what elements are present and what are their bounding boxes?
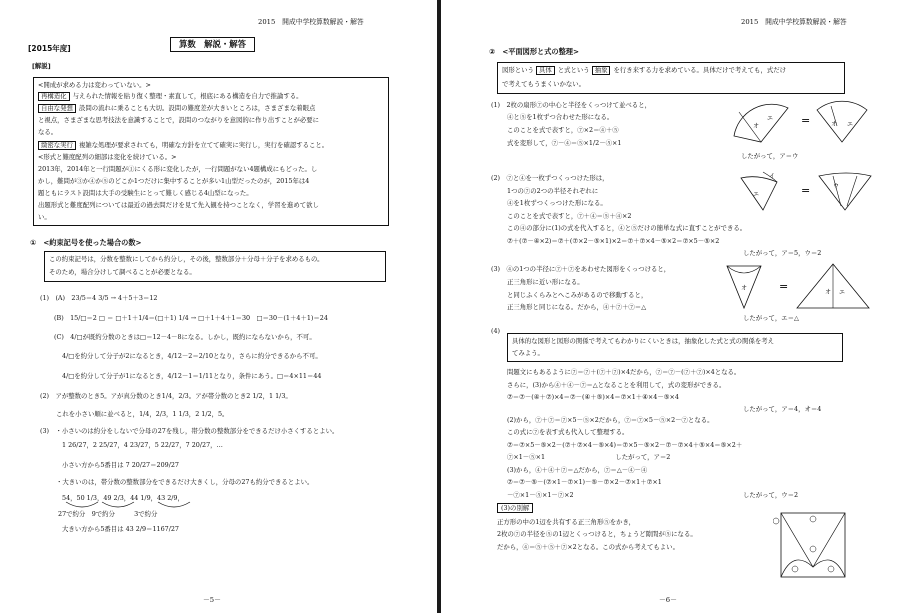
q1-solution-line: 小さい方から5番目は 7 20/27＝209/27 xyxy=(62,461,179,469)
q1-solution-line: 4/□を約分して分子が2になるとき，4/12－2＝2/10となり，さらに約分できるから不可。 xyxy=(62,352,322,360)
label-o: オ xyxy=(753,123,760,130)
alt-solution-label: (3)の別解 xyxy=(497,503,533,513)
q2-box-line: 図形という 具体 と式という 抽象 を行き来する力を求めている。具体だけで考えても，式だけ xyxy=(502,66,787,74)
q2-line: (4) xyxy=(491,327,501,335)
intro-line: <形式と難度配列の細部は変化を続けている。> xyxy=(38,153,177,161)
label-e: エ xyxy=(839,289,846,296)
equals-sign: = xyxy=(801,184,811,197)
page-number: －5－ xyxy=(203,596,221,604)
q1-box-line: そのため，場合分けして調べることが必要となる。 xyxy=(49,268,196,276)
left-page xyxy=(0,0,437,613)
q2-line: (2) ⑦と④を一枚ずつくっつけた形は， xyxy=(491,174,609,182)
label-o: オ xyxy=(825,289,832,296)
q2-line: ⑦＝⑦－(④＋⑦)×4＝⑦－(④＋⑤)×4＝⑦×1＋④×4－⑤×4 xyxy=(507,393,679,401)
label-o: オ xyxy=(741,285,748,292)
q1-solution-line: (B) 15/□＝2 □ ＝ □＋1＋1/4＝(□＋1) 1/4 → □＋1＋4＋1＝30 □＝30－(1＋4＋1)＝24 xyxy=(54,314,328,322)
label-i: イ xyxy=(769,173,776,180)
q1-solution-line: 4/□を約分して分子が1になるとき，4/12－1＝1/11となり，条件にあう。□＝4×11＝44 xyxy=(62,372,322,380)
q2-line: したがって，ウ＝2 xyxy=(743,491,799,499)
label-a: エ xyxy=(753,191,760,198)
page-title: 算数 解説・解答 xyxy=(170,37,255,52)
q2-line: 2枚の⑦の半径を⑤の1辺とくっつけると，ちょうど隙間が⑤になる。 xyxy=(497,530,697,538)
q2-line: このことを式で表すと，⑦＋④＝⑤＋④×2 xyxy=(507,212,632,220)
q1-solution-line: (1) (A) 23/5＝4 3/5 → 4＋5＋3＝12 xyxy=(40,294,158,302)
q4-box-line: 具体的な図形と図形の関係で考えてもわかりにくいときは，抽象化した式と式の関係を考え xyxy=(512,337,775,345)
q2-line: さらに，(3)から④＋④－⑦＝△となることを利用して，式の変形ができる。 xyxy=(507,381,726,389)
intro-line: い。 xyxy=(38,213,51,221)
intro-line: なる。 xyxy=(38,128,58,136)
q2-line: この式に⑦を表す式も代入して整理する。 xyxy=(507,428,629,436)
q2-line: ⑦＋(⑦－④×2)＝⑦＋(⑦×2－⑤×1)×2＝⑦＋⑦×4－⑤×2＝⑦×5－⑤×2 xyxy=(507,237,720,245)
tag-restructure: 再構造化 xyxy=(38,92,70,101)
q1-solution-line: (3) ・小さいのは約分をしないで分母の27を残し，帯分数の整数部分をできるだけ小さくするとよい。 xyxy=(40,427,339,435)
q2-line: (2)から，⑦＋⑦＝⑦×5－⑤×2だから，⑦＝⑦×5－⑤×2－⑦となる。 xyxy=(507,416,714,424)
q1-solution-line: 1 26/27，2 25/27，4 23/27，5 22/27，7 20/27，… xyxy=(62,441,223,449)
intro-line: かし，難問が③か④か⑤のどこか1つだけに集中することが多い1山型だったのが，2015年は4 xyxy=(38,177,310,185)
intro-line: 出題形式と難度配列については最近の過去問だけを見て先入観を持つことなく，学習を進めて欲し xyxy=(38,201,319,209)
right-page xyxy=(441,0,905,613)
page-header: 2015 開成中学校算数解説・解答 xyxy=(741,18,847,26)
tag-free-thinking: 自由な発想 xyxy=(38,104,76,113)
q1-solution-line: ・大きいのは，帯分数の整数部分をできるだけ大きくし，分母の27も約分できるとよい。 xyxy=(56,478,314,486)
page-header: 2015 開成中学校算数解説・解答 xyxy=(258,18,364,26)
q1-solution-line: 27で約分 9で約分 3で約分 xyxy=(58,510,158,518)
label-o: オ xyxy=(831,121,838,128)
q2-line: したがって，ア＝5，ウ＝2 xyxy=(743,249,822,257)
q1-solution-line: これを小さい順に並べると，1/4，2/3，1 1/3，2 1/2，5。 xyxy=(56,410,229,418)
intro-line: 2013年，2014年と一行問題が①にくる形に変化したが，一行問題がない4題構成にもどった。し xyxy=(38,165,318,173)
q4-box-line: てみよう。 xyxy=(512,349,544,357)
q1-solution-line: (2) アが整数のとき5。アが真分数のとき1/4，2/3。アが帯分数のとき2 1/2，1 1/3。 xyxy=(40,392,292,400)
q2-line: ⑦×1－⑤×1 したがって，ア＝2 xyxy=(507,453,671,461)
q1-heading: ① <約束記号を使った場合の数> xyxy=(30,238,142,247)
q2-box-line: で考えてもうまくいかない。 xyxy=(502,80,586,88)
figure-q1 xyxy=(731,96,871,146)
figure-q3 xyxy=(721,260,875,314)
q2-heading: ② <平面図形と式の整理> xyxy=(489,47,580,56)
q2-line: ④と⑤を1枚ずつ合わせた形になる。 xyxy=(507,113,614,121)
intro-line: 緻密な実行 複雑な処理が要求されても，明確な方針を立てて確実に実行し，実行を確認すること。 xyxy=(38,141,328,150)
tag-precise-execution: 緻密な実行 xyxy=(38,141,76,150)
q2-line: この④の部分に(1)の式を代入すると，④と⑤だけの簡単な式に直すことができる。 xyxy=(507,224,747,232)
figure-q2 xyxy=(737,168,877,216)
q2-line: したがって，エ＝△ xyxy=(743,314,799,322)
q2-line: 正三角形に近い形になる。 xyxy=(507,278,584,286)
label-u: ウ xyxy=(833,183,840,190)
page-number: －6－ xyxy=(659,596,677,604)
year-label: [2015年度] xyxy=(28,44,71,53)
q2-line: だから，④＝⑤＋⑤＋⑦×2となる。この式から考えてもよい。 xyxy=(497,543,679,551)
intro-line: <開成が求める力は変わっていない。> xyxy=(38,81,151,89)
q2-line: したがって，ア＝ウ xyxy=(741,152,799,160)
q2-line: 式を変形して，⑦－④＝⑤×1/2－⑤×1 xyxy=(507,139,622,147)
q1-solution-line: 54，50 1/3，49 2/3，44 1/9，43 2/9， xyxy=(62,494,184,502)
intro-line: 題ともにラスト設問は大手の受験生にとって難しく感じる4山型になった。 xyxy=(38,189,253,197)
q2-line: 正三角形と同じになる。だから，④＋⑦＋⑦＝△ xyxy=(507,303,647,311)
q2-line: 正方形の中の1辺を共有する正三角形⑤をかき， xyxy=(497,518,636,526)
section-label: [解説] xyxy=(32,62,51,70)
q2-line: と同じふくらみとへこみがあるので移動すると， xyxy=(507,291,648,299)
label-e: エ xyxy=(767,115,774,122)
q1-solution-line: (C) 4/□が既約分数のときは□＝12－4－8になる。しかし，既約にならないから，不可。 xyxy=(54,333,316,341)
q2-line: このことを式で表すと，⑦×2＝④＋⑤ xyxy=(507,126,619,134)
q2-line: ⑦＝⑦×5－⑤×2－(⑦＋⑦×4－⑤×4)＝⑦×5－⑤×2－⑦－⑦×4＋⑤×4＝⑤×2＋ xyxy=(507,441,743,449)
figure-alt-square xyxy=(773,509,853,585)
label-e: エ xyxy=(847,121,854,128)
q2-line: 問題文にもあるように⑦＝⑦＋(⑦＋⑦)×4だから，⑦＝⑦－(⑦＋⑦)×4となる。 xyxy=(507,368,741,376)
q2-line: ⑦＝⑦－⑤－(⑦×1－⑦×1)－⑤－⑦×2－⑦×1＋⑦×1 xyxy=(507,478,662,486)
q2-line: (3)から，④＋④＋⑦＝△だから，⑦＝△－④－④ xyxy=(507,466,648,474)
intro-line: 再構造化 与えられた情報を貼り復く整理・素直して，根底にある構造を自力で推論する。 xyxy=(38,92,303,101)
q1-solution-line: 大きい方から5番目は 43 2/9＝1167/27 xyxy=(62,525,179,533)
q2-line: 1つの⑦の2つの半径それぞれに xyxy=(507,187,599,195)
q1-box-line: この約束記号は，分数を整数にしてから約分し，その後，整数部分＋分母＋分子を求めるもの。 xyxy=(49,255,324,263)
q2-line: (1) 2枚の扇形⑦の中心と半径をくっつけて並べると， xyxy=(491,101,651,109)
q2-line: (3) ④の1つの半径に⑦＋⑦をあわせた図形をくっつけると， xyxy=(491,265,671,273)
equals-sign: = xyxy=(801,114,811,127)
q2-line: －⑦×1－⑤×1－⑦×2 xyxy=(507,491,574,499)
equals-sign: = xyxy=(779,280,789,293)
intro-line: と視点，さまざまな思考技法を意識することで，設問のつながりを意図的に作り出すことが必要に xyxy=(38,116,320,124)
q2-line: したがって，ア＝4，オ＝4 xyxy=(743,405,822,413)
q2-line: ④を1枚ずつくっつけた形になる。 xyxy=(507,199,607,207)
intro-line: 自由な発想 設問の流れに乗ることも大切。設問の難度差が大きいところは，さまざまな着眼点 xyxy=(38,104,315,113)
